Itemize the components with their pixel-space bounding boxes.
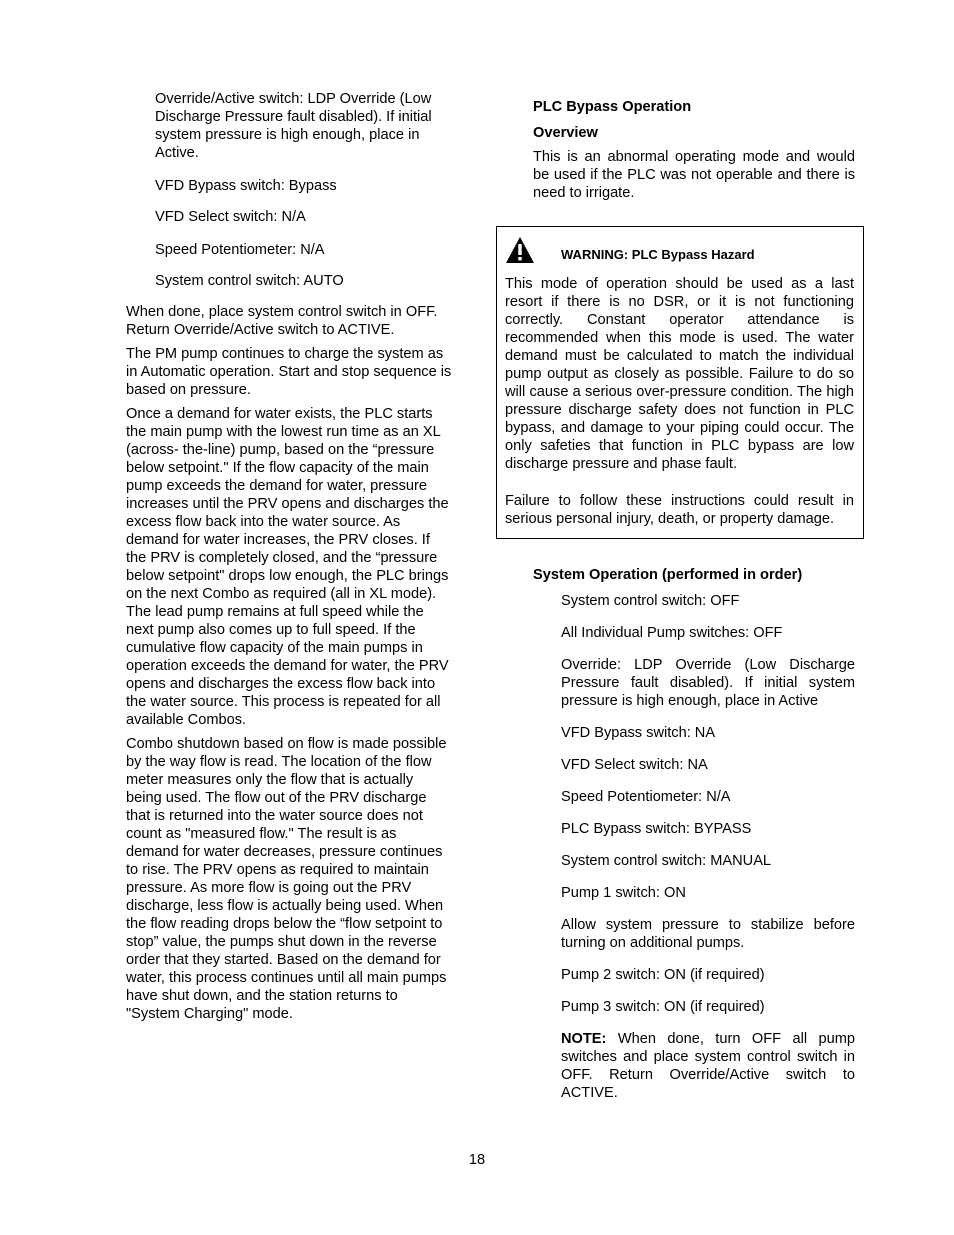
switch-vfd-select: VFD Select switch: N/A bbox=[155, 209, 306, 225]
system-operation-section bbox=[496, 566, 864, 1102]
warning-box bbox=[496, 226, 864, 539]
switch-system-control: System control switch: AUTO bbox=[155, 273, 344, 289]
step-system-control-off: System control switch: OFF bbox=[561, 593, 740, 609]
switch-override-active: Override/Active switch: LDP Override (Low Discharge Pressure fault disabled). If initial system pressure is high enough, place in Active. bbox=[155, 91, 432, 161]
step-plc-bypass: PLC Bypass switch: BYPASS bbox=[561, 821, 752, 837]
note bbox=[561, 1030, 855, 1102]
step-vfd-bypass: VFD Bypass switch: NA bbox=[561, 725, 716, 741]
note-text: When done, turn OFF all pump switches and place system control switch in OFF. Return Override/Active switch to ACTIVE. bbox=[561, 1031, 855, 1101]
section-title: PLC Bypass Operation bbox=[533, 99, 692, 115]
paragraph-combo-shutdown: Combo shutdown based on flow is made possible by the way flow is read. The location of the flow meter measures only the flow that is actually being used. The flow out of the PRV discharge that is returned into the water source does not count as "measured flow." The result is as demand for water decreases, pressure continues to rise. The PRV opens as required to maintain pressure. As more flow is going out the PRV discharge, less flow is actually being used. When the flow reading drops below the “flow setpoint to stop” value, the pumps shut down in the reverse order that they started. Based on the demand for water, this process continues until all main pumps have shut down, and the station returns to "System Charging" mode. bbox=[126, 736, 447, 1022]
warning-consequence: Failure to follow these instructions could result in serious personal injury, death, or property damage. bbox=[505, 493, 854, 527]
page-number: 18 bbox=[468, 1152, 486, 1168]
switch-vfd-bypass: VFD Bypass switch: Bypass bbox=[155, 178, 337, 194]
paragraph-pm-pump: The PM pump continues to charge the system as in Automatic operation. Start and stop sequence is based on pressure. bbox=[126, 346, 452, 398]
system-operation-heading: System Operation (performed in order) bbox=[533, 567, 803, 583]
step-pump-1: Pump 1 switch: ON bbox=[561, 885, 686, 901]
warning-title: WARNING: PLC Bypass Hazard bbox=[561, 247, 755, 262]
step-speed-potentiometer: Speed Potentiometer: N/A bbox=[561, 789, 731, 805]
overview-text: This is an abnormal operating mode and would be used if the PLC was not operable and there is need to irrigate. bbox=[533, 149, 855, 201]
warning-body: This mode of operation should be used as a last resort if there is no DSR, or it is not functioning correctly. Constant operator attendance is recommended when this mode is used. The water demand must be calculated to match the individual pump output as closely as possible. Failure to do so will cause a serious over-pressure condition. The high pressure discharge safety does not function in PLC bypass, and damage to your piping could occur. The only safeties that function in PLC bypass are low discharge pressure and phase fault. bbox=[505, 276, 854, 472]
step-pump-switches-off: All Individual Pump switches: OFF bbox=[561, 625, 783, 641]
step-system-control-manual: System control switch: MANUAL bbox=[561, 853, 772, 869]
right-column bbox=[496, 98, 864, 1102]
step-override: Override: LDP Override (Low Discharge Pressure fault disabled). If initial system pressure is high enough, place in Active bbox=[561, 657, 855, 709]
switch-speed-potentiometer: Speed Potentiometer: N/A bbox=[155, 242, 325, 258]
step-pump-3: Pump 3 switch: ON (if required) bbox=[561, 999, 765, 1015]
step-vfd-select: VFD Select switch: NA bbox=[561, 757, 708, 773]
paragraph-demand: Once a demand for water exists, the PLC starts the main pump with the lowest run time as an XL (across- the-line) pump, based on the “pressure below setpoint." If the flow capacity of the main pump exceeds the demand for water, pressure increases until the PRV opens and discharges the excess flow back into the water source. As demand for water increases, the PRV closes. If the PRV is completely closed, and the “pressure below setpoint" drops low enough, the PLC brings on the next Combo as required (all in XL mode). The lead pump remains at full speed while the next pump also comes up to full speed. If the cumulative flow capacity of the main pumps in operation exceeds the demand for water, the PRV opens and discharges the excess flow back into the water source. This process is repeated for all available Combos. bbox=[126, 406, 449, 728]
paragraph-when-done: When done, place system control switch in OFF. Return Override/Active switch to ACTIVE. bbox=[126, 304, 438, 338]
left-column bbox=[126, 90, 452, 1029]
overview-heading: Overview bbox=[533, 125, 598, 141]
step-stabilize: Allow system pressure to stabilize before turning on additional pumps. bbox=[561, 917, 855, 951]
warning-triangle-icon bbox=[505, 236, 535, 264]
note-label: NOTE: bbox=[561, 1031, 607, 1047]
warning-header bbox=[505, 235, 854, 265]
step-pump-2: Pump 2 switch: ON (if required) bbox=[561, 967, 765, 983]
